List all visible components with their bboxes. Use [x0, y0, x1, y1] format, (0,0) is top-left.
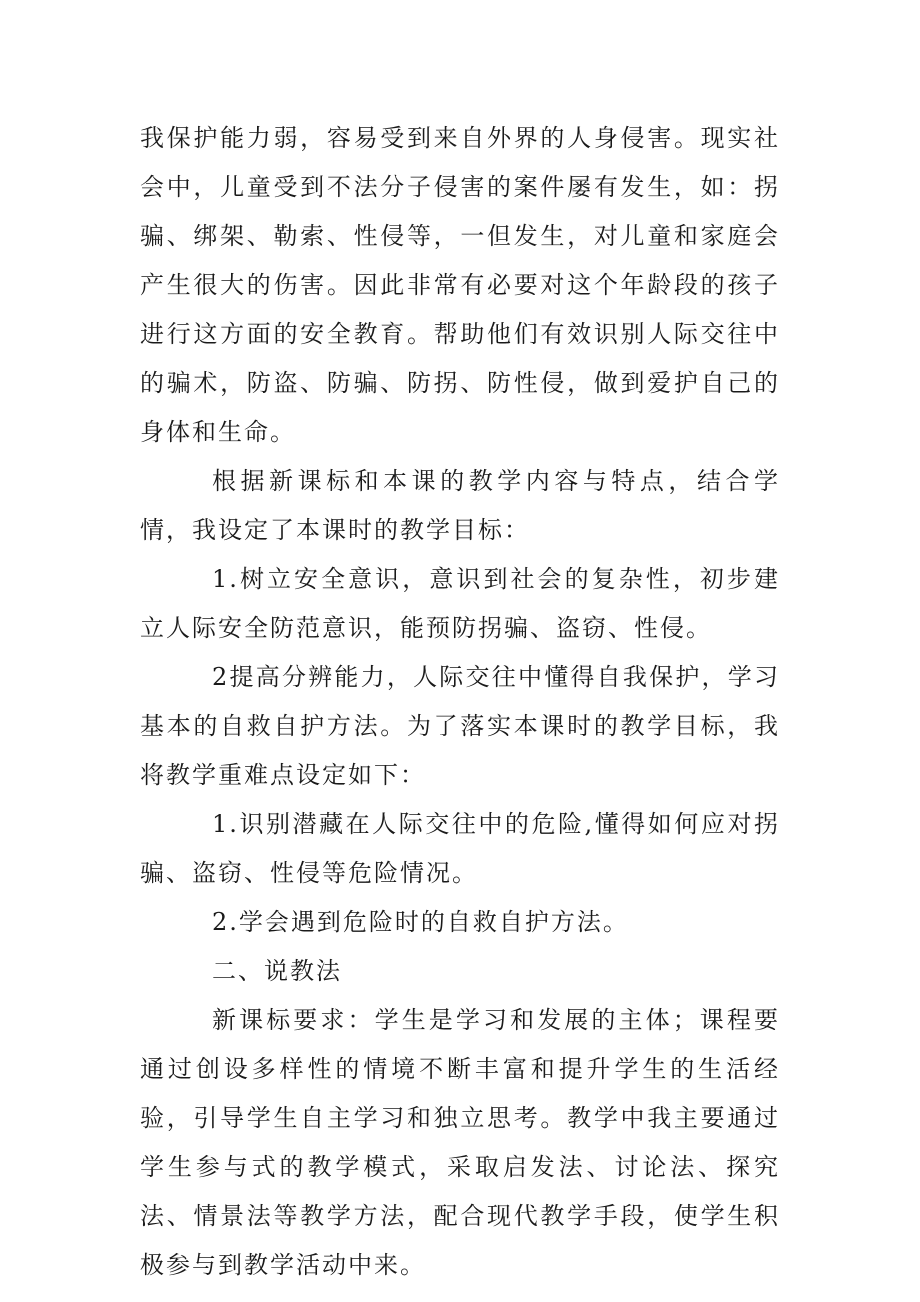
paragraph-key-point-2: 2.学会遇到危险时的自救自护方法。	[212, 908, 629, 936]
paragraph-key-point-1: 1.识别潜藏在人际交往中的危险,懂得如何应对拐骗、盗窃、性侵等危险情况。	[140, 810, 780, 887]
paragraph-teaching-methods: 新课标要求：学生是学习和发展的主体；课程要通过创设多样性的情境不断丰富和提升学生的生活经验，引导学生自主学习和独立思考。教学中我主要通过学生参与式的教学模式，采取启发法、讨论法、探究法、情景法等教学方法，配合现代教学手段，使学生积极参与到教学活动中来。	[140, 1006, 780, 1279]
document-body	[140, 114, 780, 1290]
paragraph-goal-2: 2提高分辨能力，人际交往中懂得自我保护，学习基本的自救自护方法。为了落实本课时的教学目标，我将教学重难点设定如下：	[140, 663, 780, 789]
paragraph-continuation: 我保护能力弱，容易受到来自外界的人身侵害。现实社会中，儿童受到不法分子侵害的案件屡有发生，如：拐骗、绑架、勒索、性侵等，一但发生，对儿童和家庭会产生很大的伤害。因此非常有必要对这个年龄段的孩子进行这方面的安全教育。帮助他们有效识别人际交往中的骗术，防盗、防骗、防拐、防性侵，做到爱护自己的身体和生命。	[140, 124, 780, 446]
paragraph-teaching-goals-intro: 根据新课标和本课的教学内容与特点，结合学情，我设定了本课时的教学目标：	[140, 467, 780, 544]
paragraph-goal-1: 1.树立安全意识，意识到社会的复杂性，初步建立人际安全防范意识，能预防拐骗、盗窃、性侵。	[140, 565, 780, 642]
section-heading-teaching-methods: 二、说教法	[212, 957, 342, 985]
